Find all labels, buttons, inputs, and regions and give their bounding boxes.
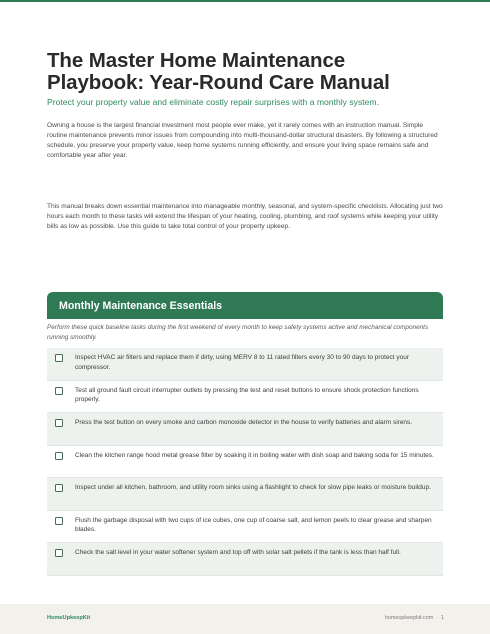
- task-text: Press the test button on every smoke and carbon monoxide detector in the house to verify batteries and alarm sirens.: [75, 419, 413, 426]
- footer-site-link[interactable]: homeupkeepkit.com: [384, 615, 434, 621]
- task-text: Inspect HVAC air filters and replace them if dirty, using MERV 8 to 11 rated filters every 30 to 90 days to protect your compressor.: [75, 354, 410, 371]
- task-text: Inspect under all kitchen, bathroom, and utility room sinks using a flashlight to check for slow pipe leaks or moisture buildup.: [75, 484, 431, 491]
- task-checklist: [47, 348, 443, 576]
- document-header: [47, 50, 443, 232]
- task-text: Clean the kitchen range hood metal grease filter by soaking it in boiling water with dish soap and baking soda for 15 minutes.: [75, 451, 434, 459]
- footer-separator: ·: [436, 615, 438, 621]
- title-line-1: The Master Home Maintenance: [47, 49, 346, 72]
- checklist-item: [47, 478, 443, 511]
- checklist-item: [47, 446, 443, 479]
- page-title: [47, 50, 443, 94]
- task-checkbox[interactable]: [55, 517, 63, 525]
- top-accent-rule: [0, 0, 490, 2]
- footer-brand: HomeUpkeepKit: [47, 615, 91, 621]
- task-text: Flush the garbage disposal with two cups of ice cubes, one cup of coarse salt, and lemon peels to clear grease and sharpen blades.: [75, 516, 432, 534]
- checklist-item: [47, 543, 443, 576]
- intro-paragraph-2: This manual breaks down essential maintenance into manageable monthly, seasonal, and system-specific checklists. Allocating just two hours each month to these tasks will extend the lifespan of your heating, cooling, plumbing, and roof systems while keeping your utility bills as low as possible. Use this guide to take total control of your property upkeep.: [47, 203, 443, 230]
- title-line-2: Playbook: Year-Round Care Manual: [47, 71, 390, 94]
- task-checkbox[interactable]: [55, 452, 63, 460]
- section-header-monthly: [47, 292, 443, 319]
- footer-page-number: 1: [441, 615, 444, 621]
- section-intro: Perform these quick baseline tasks during the first weekend of every month to keep safety systems active and mechanical components running smoothly.: [47, 324, 429, 341]
- checklist-item: [47, 413, 443, 446]
- page-subtitle: Protect your property value and eliminate costly repair surprises with a monthly system.: [47, 97, 379, 107]
- checklist-item: [47, 348, 443, 381]
- task-checkbox[interactable]: [55, 484, 63, 492]
- task-text: Test all ground fault circuit interrupter outlets by pressing the test and reset buttons to ensure shock protection functions properly.: [75, 386, 419, 404]
- task-checkbox[interactable]: [55, 354, 63, 362]
- task-checkbox[interactable]: [55, 549, 63, 557]
- task-text: Check the salt level in your water softener system and top off with solar salt pellets if the tank is less than half full.: [75, 549, 401, 556]
- footer-page-info: [385, 615, 444, 621]
- task-checkbox[interactable]: [55, 387, 63, 395]
- page-footer: [0, 604, 490, 634]
- checklist-item: [47, 381, 443, 414]
- task-checkbox[interactable]: [55, 419, 63, 427]
- intro-paragraph-1: Owning a house is the largest financial investment most people ever make, yet it rarely comes with an instruction manual. Simple routine maintenance prevents minor issues from compounding into multi-thousand-dollar structural disasters. By following a structured schedule, you preserve your property value, keep home systems running efficiently, and ensure your living space remains safe and comfortable year after year.: [47, 122, 438, 159]
- checklist-item: [47, 511, 443, 544]
- section-heading: Monthly Maintenance Essentials: [59, 299, 223, 312]
